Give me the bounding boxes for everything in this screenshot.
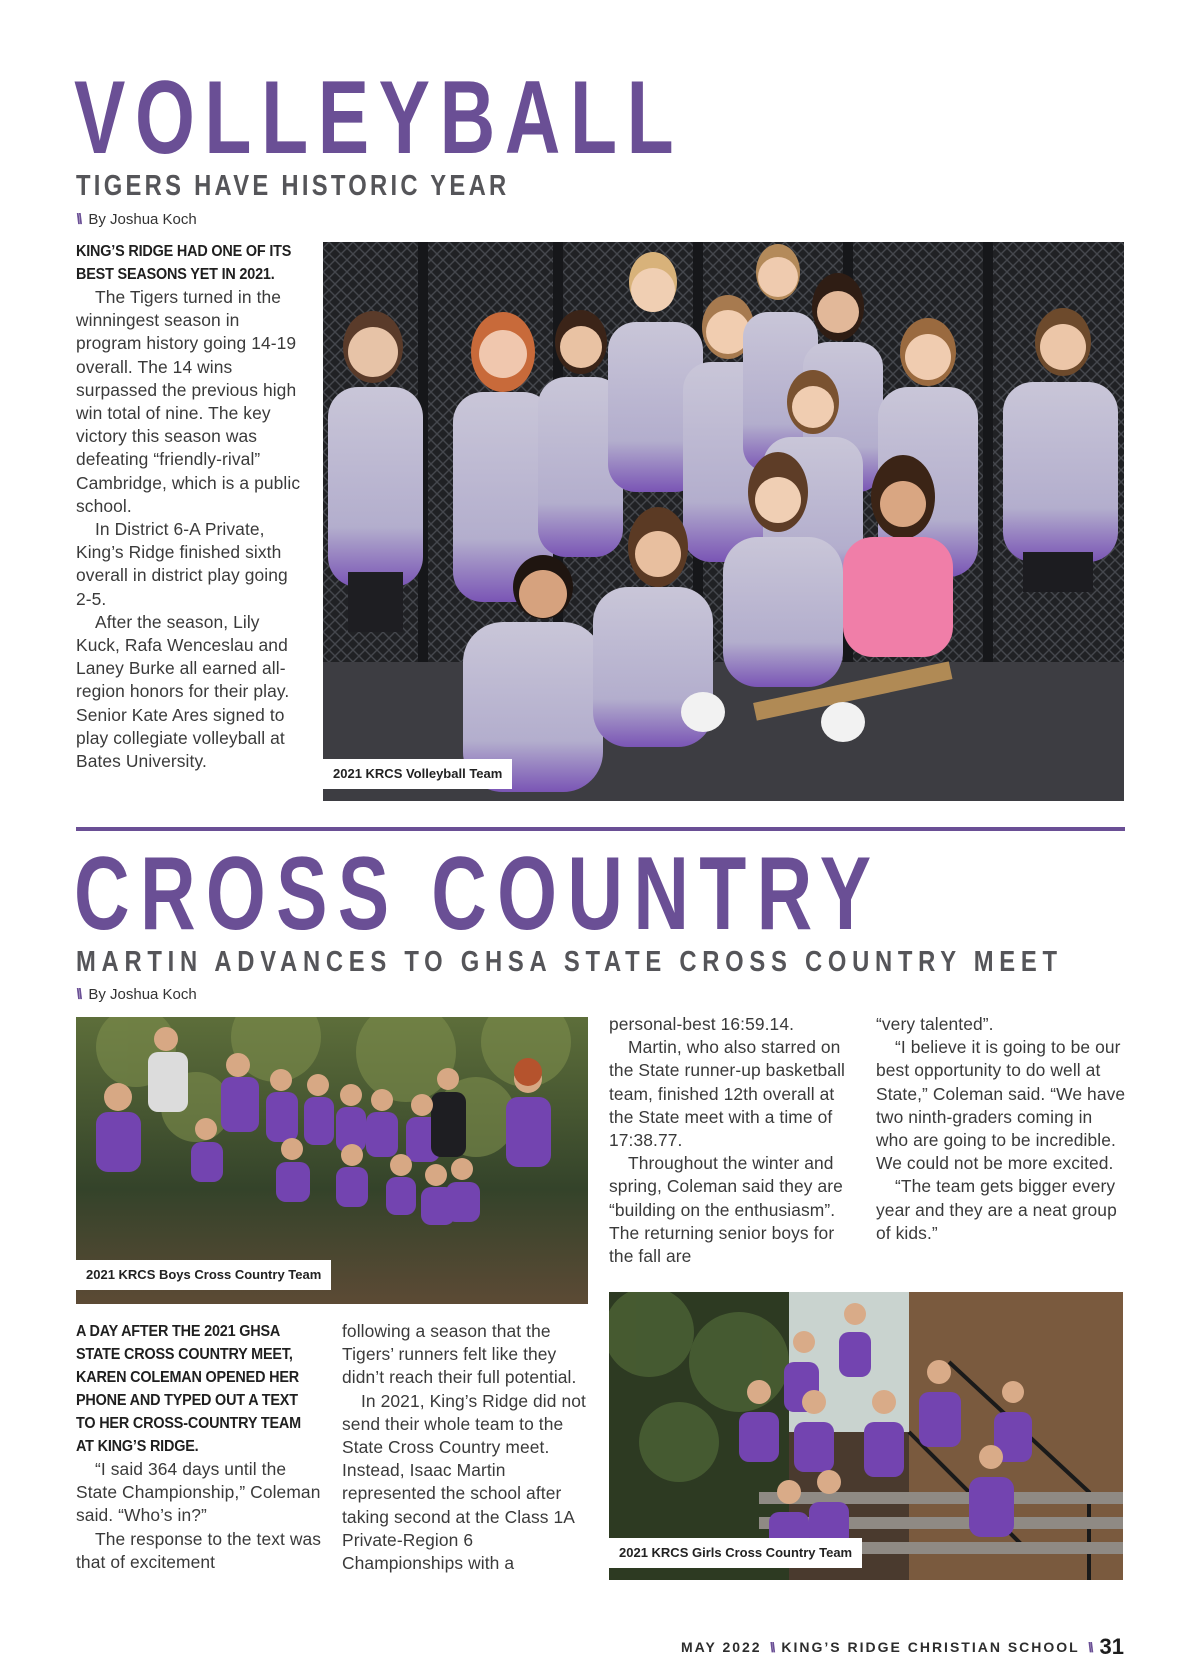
article-paragraph: personal-best 16:59.14. [609, 1014, 795, 1034]
article-paragraph: In 2021, King’s Ridge did not send their whole team to the State Cross Country meet. Instead, Isaac Martin represented the school after taking second at the Class 1A Private-Region 6 Championships with a [342, 1390, 586, 1574]
volleyball-team-photo [323, 242, 1124, 801]
cross-country-column-1 [76, 1320, 322, 1574]
slash-icon: \\ [76, 986, 81, 1003]
byline-text: By Joshua Koch [88, 986, 197, 1003]
footer-month: MAY 2022 [680, 1639, 762, 1655]
volleyball-article [76, 240, 306, 773]
article-paragraph: following a season that the Tigers’ runners felt like they didn’t reach their full potential. [342, 1321, 577, 1388]
article-paragraph: In District 6-A Private, King’s Ridge finished sixth overall in district play going 2-5. [76, 519, 288, 609]
article-paragraph: “The team gets bigger every year and they are a neat group of kids.” [876, 1176, 1117, 1243]
volleyball-subhead: TIGERS HAVE HISTORIC YEAR [76, 170, 510, 202]
article-lead: KING’S RIDGE HAD ONE OF ITS BEST SEASONS YET IN 2021. [76, 243, 292, 283]
volleyball-headline: VOLLEYBALL [74, 60, 684, 176]
page-footer [681, 1634, 1124, 1660]
cross-country-headline: CROSS COUNTRY [74, 836, 882, 952]
article-paragraph: “I said 364 days until the State Championship,” Coleman said. “Who’s in?” [76, 1459, 321, 1526]
cross-country-column-4 [876, 1013, 1128, 1245]
article-paragraph: Martin, who also starred on the State runner-up basketball team, finished 12th overall at the State meet with a time of 17:38.77. [609, 1037, 845, 1151]
footer-school: KING’S RIDGE CHRISTIAN SCHOOL [781, 1639, 1080, 1655]
boys-cross-country-photo [76, 1017, 588, 1304]
volleyball-photo-caption: 2021 KRCS Volleyball Team [323, 759, 512, 789]
slash-icon: \\ [769, 1639, 774, 1655]
cross-country-subhead: MARTIN ADVANCES TO GHSA STATE CROSS COUNTRY MEET [76, 946, 1063, 978]
slash-icon: \\ [1087, 1639, 1092, 1655]
article-paragraph: The response to the text was that of excitement [76, 1528, 322, 1572]
cross-country-column-3 [609, 1013, 859, 1268]
cross-country-byline [76, 986, 197, 1003]
article-paragraph: Throughout the winter and spring, Coleman said they are “building on the enthusiasm”. The returning senior boys for the fall are [609, 1153, 843, 1267]
section-divider [76, 827, 1125, 831]
girls-cross-country-photo [609, 1292, 1123, 1580]
volleyball-byline [76, 211, 197, 228]
page-number: 31 [1099, 1634, 1124, 1659]
article-paragraph: The Tigers turned in the winningest season in program history going 14-19 overall. The 14 wins surpassed the previous high win total of nine. The key victory this season was defeating “friendly-rival” Cambridge, which is a public school. [76, 287, 301, 516]
photo-illustration [323, 242, 1124, 801]
girls-photo-caption: 2021 KRCS Girls Cross Country Team [609, 1538, 862, 1568]
article-lead: A DAY AFTER THE 2021 GHSA STATE CROSS COUNTRY MEET, KAREN COLEMAN OPENED HER PHONE AND TYPED OUT A TEXT TO HER CROSS-COUNTRY TEAM AT KING’S RIDGE. [76, 1323, 301, 1455]
article-paragraph: After the season, Lily Kuck, Rafa Wenceslau and Laney Burke all earned all-region honors for their play. Senior Kate Ares signed to play collegiate volleyball at Bates University. [76, 611, 290, 772]
article-paragraph: “I believe it is going to be our best opportunity to do well at State,” Coleman said. “We have two ninth-graders coming in who are going to be incredible. We could not be more excited. [876, 1037, 1126, 1174]
byline-text: By Joshua Koch [88, 211, 197, 228]
slash-icon: \\ [76, 211, 81, 228]
article-paragraph: “very talented”. [876, 1014, 994, 1034]
photo-illustration [609, 1292, 1123, 1580]
cross-country-column-2 [342, 1320, 597, 1575]
boys-photo-caption: 2021 KRCS Boys Cross Country Team [76, 1260, 331, 1290]
